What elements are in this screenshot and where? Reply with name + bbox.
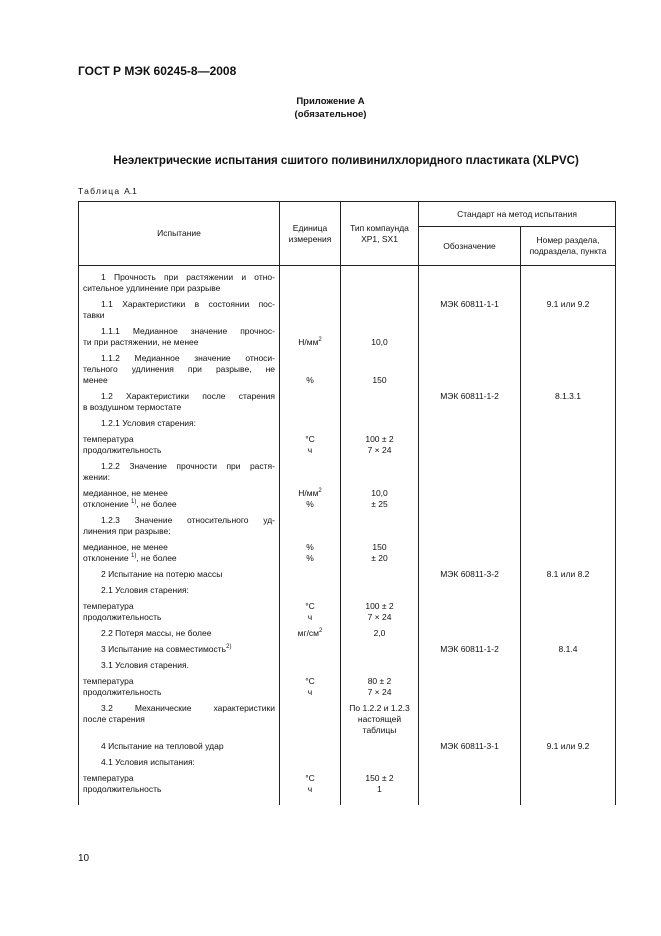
test-text: 2.1 Условия старения:: [101, 585, 189, 595]
document-code: ГОСТ Р МЭК 60245-8—2008: [78, 64, 237, 78]
table-row: [79, 431, 616, 458]
unit-text: °С: [305, 773, 315, 783]
test-text: 1.1.2 Медианное значение относи-: [101, 353, 275, 363]
header-designation: Обозначение: [419, 227, 521, 266]
table-row: [79, 388, 616, 415]
test-text-part: , не более: [136, 499, 177, 509]
page-number: 10: [78, 853, 90, 864]
test-text: 3.2 Механические характеристики: [101, 703, 275, 713]
unit-text: °С: [305, 601, 315, 611]
test-text: температура: [83, 434, 134, 444]
header-compound-line2: ХР1, SX1: [361, 233, 398, 244]
header-standard: Стандарт на метод испытания: [419, 202, 616, 227]
annex-heading: [0, 95, 661, 121]
table-caption-label: Таблица: [78, 186, 121, 196]
test-text: 1.2 Характеристики после старения: [101, 391, 275, 401]
test-cell: [79, 266, 280, 297]
value-text: 100 ± 2: [365, 601, 394, 611]
value-cell: [341, 431, 419, 458]
table-row: [79, 625, 616, 641]
table-row: [79, 512, 616, 539]
standard-designation: МЭК 60811-1-2: [419, 641, 521, 657]
test-cell: [79, 754, 280, 770]
test-cell: [79, 458, 280, 485]
test-table: [78, 201, 616, 805]
table-row: [79, 458, 616, 485]
table-body: [79, 266, 616, 806]
test-cell: [79, 566, 280, 582]
footnote-ref: 1): [130, 553, 137, 559]
value-text: 80 ± 2: [367, 676, 392, 686]
test-text: температура: [83, 773, 134, 783]
header-compound: [341, 202, 419, 266]
table-row: [79, 754, 616, 770]
test-text: 1.2.2 Значение прочности при растя-: [101, 461, 275, 471]
value-cell: 10,0: [341, 323, 419, 350]
header-test: Испытание: [79, 202, 280, 266]
table-row: [79, 266, 616, 297]
unit-text: %: [306, 542, 314, 552]
table-row: [79, 415, 616, 431]
test-text: 2.2 Потеря массы, не более: [101, 628, 212, 638]
test-text-part: отклонение: [83, 499, 131, 509]
test-text: 1.2.3 Значение относительного уд-: [101, 515, 275, 525]
test-text: температура: [83, 601, 134, 611]
unit-text: °С: [305, 434, 315, 444]
unit-superscript: 2: [319, 628, 323, 634]
value-text: ± 25: [371, 499, 388, 509]
test-text: тельного удлинения при разрыве, не: [83, 364, 275, 374]
unit-cell: [280, 485, 341, 512]
annex-status: (обязательное): [294, 109, 367, 120]
table-row: [79, 770, 616, 797]
test-text: 1.1.1 Медианное значение прочнос-: [101, 326, 275, 336]
standard-section: 8.1 или 8.2: [521, 566, 616, 582]
value-cell: 150: [341, 350, 419, 388]
value-text: По 1.2.2 и 1.2.3: [349, 703, 410, 713]
test-cell: [79, 431, 280, 458]
unit-text: ч: [307, 784, 313, 794]
unit-text: ч: [307, 612, 313, 622]
value-text: 10,0: [371, 488, 388, 498]
test-cell: [79, 700, 280, 738]
table-row: [79, 700, 616, 738]
unit-cell: [280, 625, 341, 641]
standard-designation: МЭК 60811-1-1: [419, 296, 521, 323]
test-text: 1.1 Характеристики в состоянии пос-: [101, 299, 275, 309]
value-text: 1: [377, 784, 382, 794]
value-text: 150: [372, 542, 387, 552]
unit-cell: [280, 539, 341, 566]
table-row: [79, 673, 616, 700]
header-unit-line1: Единица: [292, 222, 328, 233]
table-row: [79, 657, 616, 673]
unit-cell: [280, 431, 341, 458]
value-cell: [341, 770, 419, 797]
test-cell: [79, 512, 280, 539]
unit-text: °С: [305, 676, 315, 686]
value-text: таблицы: [362, 725, 397, 735]
test-cell: [79, 673, 280, 700]
standard-designation: МЭК 60811-3-2: [419, 566, 521, 582]
test-text: ти при растяжении, не менее: [83, 337, 199, 347]
standard-section: 8.1.3.1: [521, 388, 616, 415]
unit-text: мг/см: [297, 628, 320, 638]
test-text: в воздушном термостате: [83, 402, 182, 412]
table-row: [79, 738, 616, 754]
test-text: 2 Испытание на потерю массы: [101, 569, 223, 579]
test-cell: [79, 485, 280, 512]
test-text-part: отклонение: [83, 553, 131, 563]
test-text: 4.1 Условия испытания:: [101, 757, 195, 767]
standard-section: 8.1.4: [521, 641, 616, 657]
test-text: тавки: [83, 310, 105, 320]
unit-cell: [280, 323, 341, 350]
test-text: [83, 644, 275, 655]
test-text: 1.2.1 Условия старения:: [101, 418, 196, 428]
test-text: медианное, не менее: [83, 488, 168, 498]
unit-cell: [280, 770, 341, 797]
table-header: [79, 202, 616, 266]
standard-designation: МЭК 60811-3-1: [419, 738, 521, 754]
value-text: 7 × 24: [367, 612, 392, 622]
table-caption-number: А.1: [124, 186, 137, 196]
test-text: 1 Прочность при растяжении и отно-: [101, 272, 275, 282]
header-section-line2: подраздела, пункта: [529, 246, 607, 256]
unit-cell: [280, 673, 341, 700]
test-text: сительное удлинение при разрыве: [83, 283, 221, 293]
test-text: продолжительность: [83, 687, 162, 697]
table-row: [79, 641, 616, 657]
test-cell: [79, 598, 280, 625]
table-row: [79, 485, 616, 512]
value-cell: [341, 485, 419, 512]
table-row: [79, 539, 616, 566]
test-text-part: 3 Испытание на совместимость: [101, 644, 227, 654]
test-text: 3.1 Условия старения.: [101, 660, 189, 670]
unit-text: Н/мм: [298, 337, 319, 347]
value-text: 7 × 24: [367, 687, 392, 697]
standard-designation: МЭК 60811-1-2: [419, 388, 521, 415]
value-text: ± 20: [371, 553, 388, 563]
footnote-ref: 1): [130, 499, 137, 505]
test-text: линения при разрыве:: [83, 526, 171, 536]
header-compound-line1: Тип компаунда: [350, 222, 409, 233]
value-cell: [341, 539, 419, 566]
unit-text: ч: [307, 687, 313, 697]
test-cell: [79, 738, 280, 754]
test-text: температура: [83, 676, 134, 686]
test-cell: [79, 296, 280, 323]
test-text: 4 Испытание на тепловой удар: [101, 741, 224, 751]
value-text: 7 × 24: [367, 445, 392, 455]
test-text: [83, 553, 275, 564]
value-cell: [341, 700, 419, 738]
test-cell: [79, 539, 280, 566]
test-text: медианное, не менее: [83, 542, 168, 552]
header-section-line1: Номер раздела,: [536, 235, 600, 245]
value-cell: 2,0: [341, 625, 419, 641]
test-cell: [79, 641, 280, 657]
annex-title: Приложение А: [296, 96, 365, 107]
value-text: 150 ± 2: [365, 773, 394, 783]
test-text: жении:: [83, 472, 110, 482]
table-row-continuation: [79, 797, 616, 805]
table-row: [79, 598, 616, 625]
table-caption: [78, 186, 137, 196]
test-cell: [79, 770, 280, 797]
header-section: [521, 227, 616, 266]
test-cell: [79, 388, 280, 415]
test-text: продолжительность: [83, 784, 162, 794]
test-text: после старения: [83, 714, 145, 724]
header-unit-line2: измерения: [288, 233, 332, 244]
header-unit: [280, 202, 341, 266]
test-text: менее: [83, 375, 108, 385]
test-cell: [79, 657, 280, 673]
test-cell: [79, 625, 280, 641]
footnote-ref: 2): [226, 644, 232, 650]
test-cell: [79, 582, 280, 598]
unit-superscript: 2: [318, 488, 322, 494]
value-text: 100 ± 2: [365, 434, 394, 444]
table-row: [79, 296, 616, 323]
table-row: [79, 582, 616, 598]
test-text: продолжительность: [83, 445, 162, 455]
test-text-part: , не более: [136, 553, 177, 563]
unit-cell: [280, 598, 341, 625]
test-cell: [79, 323, 280, 350]
test-cell: [79, 350, 280, 388]
unit-text: Н/мм: [298, 488, 319, 498]
table-row: [79, 323, 616, 350]
unit-cell: %: [280, 350, 341, 388]
unit-superscript: 2: [318, 337, 322, 343]
standard-section: 9.1 или 9.2: [521, 296, 616, 323]
test-cell: [79, 415, 280, 431]
unit-text: ч: [307, 445, 313, 455]
unit-text: %: [306, 499, 314, 509]
table-row: [79, 566, 616, 582]
value-cell: [341, 673, 419, 700]
section-title: Неэлектрические испытания сшитого поливинилхлоридного пластиката (XLPVC): [113, 155, 579, 167]
test-text: продолжительность: [83, 612, 162, 622]
standard-section: 9.1 или 9.2: [521, 738, 616, 754]
value-cell: [341, 598, 419, 625]
unit-text: %: [306, 553, 314, 563]
test-text: [83, 499, 275, 510]
table-row: [79, 350, 616, 388]
value-text: настоящей: [357, 714, 402, 724]
